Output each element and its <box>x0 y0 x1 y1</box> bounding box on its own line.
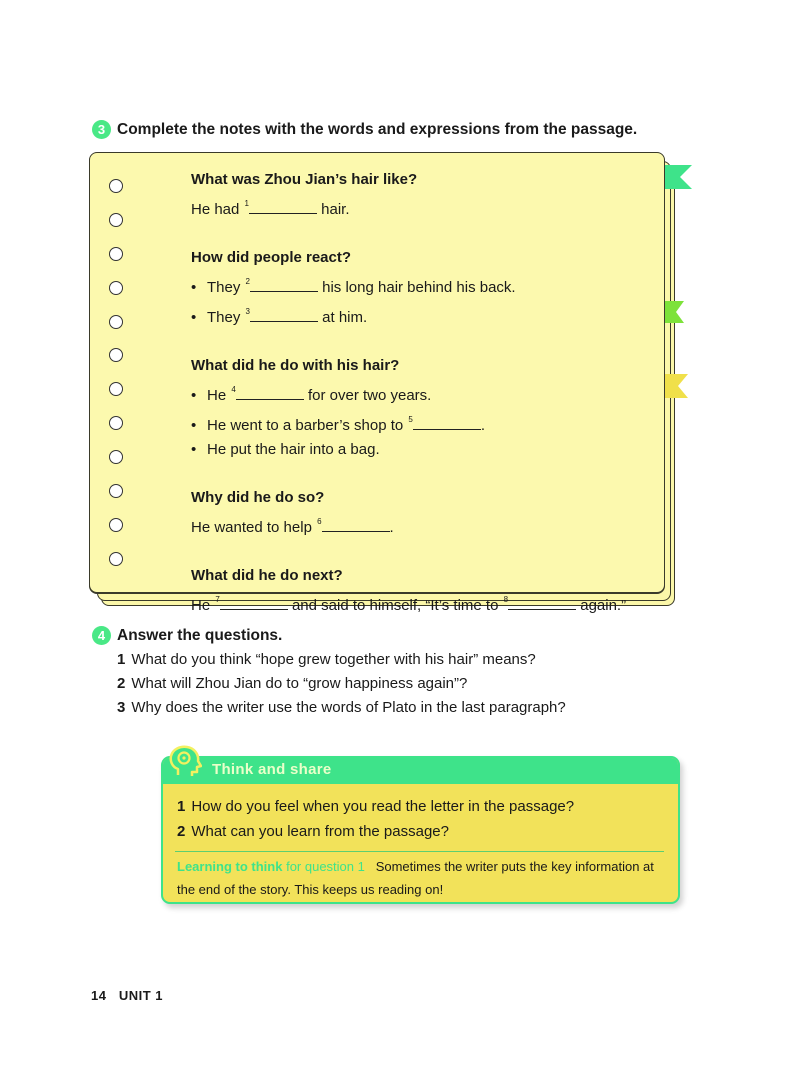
question-item: 2 What will Zhou Jian do to “grow happiness again”? <box>117 675 468 692</box>
exercise-instruction: Answer the questions. <box>117 626 283 644</box>
blank-number: 2 <box>245 277 250 286</box>
think-and-share-questions <box>177 794 574 844</box>
answer-blank[interactable] <box>249 200 317 214</box>
notes-line <box>191 192 651 222</box>
ring-hole-icon <box>109 382 123 396</box>
bookmark-tab-yellow <box>662 374 688 398</box>
notes-text: for over two years. <box>303 387 432 404</box>
bookmark-tab-light-green <box>662 301 684 323</box>
ring-hole-icon <box>109 315 123 329</box>
notes-group <box>191 246 651 330</box>
notes-text: He wanted to help <box>191 519 317 536</box>
question-item: 1 What do you think “hope grew together with his hair” means? <box>117 651 536 668</box>
notes-content <box>191 168 651 642</box>
notes-text: They <box>207 309 245 326</box>
answer-blank[interactable] <box>250 308 318 322</box>
notes-text: and said to himself, “It’s time to <box>287 597 503 614</box>
answer-blank[interactable] <box>322 518 390 532</box>
question-item: 1 How do you feel when you read the letter in the passage? <box>177 798 575 815</box>
notes-text: He <box>191 597 215 614</box>
blank-number: 3 <box>245 307 250 316</box>
question-item: 2 What can you learn from the passage? <box>177 823 449 840</box>
ring-hole-icon <box>109 213 123 227</box>
ring-hole-icon <box>109 179 123 193</box>
notes-text: . <box>389 519 394 536</box>
blank-number: 1 <box>244 199 249 208</box>
answer-blank[interactable] <box>413 416 481 430</box>
bullet-line <box>191 438 651 462</box>
ring-hole-icon <box>109 518 123 532</box>
exercise-instruction: Complete the notes with the words and expressions from the passage. <box>117 120 638 138</box>
notes-text: again.” <box>576 597 627 614</box>
notes-group <box>191 564 651 618</box>
divider <box>175 851 664 852</box>
notes-line <box>191 510 651 540</box>
answer-blank[interactable] <box>220 596 288 610</box>
page-footer <box>91 988 163 1003</box>
notes-group <box>191 168 651 222</box>
notes-question: What did he do with his hair? <box>191 357 400 374</box>
bullet-line <box>191 270 651 300</box>
answer-blank[interactable] <box>508 596 576 610</box>
question-item: 3 Why does the writer use the words of Plato in the last paragraph? <box>117 699 566 716</box>
blank-number: 6 <box>317 517 322 526</box>
notes-group <box>191 486 651 540</box>
ring-hole-icon <box>109 348 123 362</box>
answer-blank[interactable] <box>250 278 318 292</box>
notes-question: Why did he do so? <box>191 489 325 506</box>
question-list <box>117 648 566 720</box>
ring-hole-icon <box>109 484 123 498</box>
notes-text: He had <box>191 201 244 218</box>
bullet-line <box>191 300 651 330</box>
exercise-4-heading <box>92 626 282 645</box>
page-number: 14 <box>91 988 107 1003</box>
notes-text: He <box>207 387 231 404</box>
notes-text: his long hair behind his back. <box>317 279 516 296</box>
ring-hole-icon <box>109 247 123 261</box>
ring-hole-icon <box>109 450 123 464</box>
notes-question: What did he do next? <box>191 567 343 584</box>
bullet-line <box>191 408 651 438</box>
exercise-number-badge: 3 <box>92 120 111 139</box>
notes-text: hair. <box>317 201 350 218</box>
bullet-line <box>191 378 651 408</box>
think-and-share-title: Think and share <box>212 761 332 778</box>
notes-text: He went to a barber’s shop to <box>207 417 408 434</box>
notes-line <box>191 588 651 618</box>
notes-text: . <box>480 417 486 434</box>
notes-text: They <box>207 279 245 296</box>
ring-hole-icon <box>109 281 123 295</box>
blank-number: 8 <box>503 595 509 604</box>
blank-number: 5 <box>408 415 413 424</box>
notes-text: He put the hair into a bag. <box>207 441 380 458</box>
notes-text: at him. <box>317 309 368 326</box>
head-thinking-icon <box>168 745 202 781</box>
blank-number: 7 <box>215 595 220 604</box>
think-and-share-box <box>161 756 680 904</box>
exercise-number-badge: 4 <box>92 626 111 645</box>
unit-label: UNIT 1 <box>118 988 163 1003</box>
learning-tip: Learning to think for question 1 Sometimes the writer puts the key information at the end of the story. This keeps us reading on! <box>177 859 654 897</box>
answer-blank[interactable] <box>236 386 304 400</box>
exercise-3-heading <box>92 120 637 139</box>
notes-question: How did people react? <box>191 249 352 266</box>
ring-hole-icon <box>109 552 123 566</box>
blank-number: 4 <box>231 385 236 394</box>
notes-question: What was Zhou Jian’s hair like? <box>191 171 418 188</box>
notes-group <box>191 354 651 462</box>
ring-hole-icon <box>109 416 123 430</box>
